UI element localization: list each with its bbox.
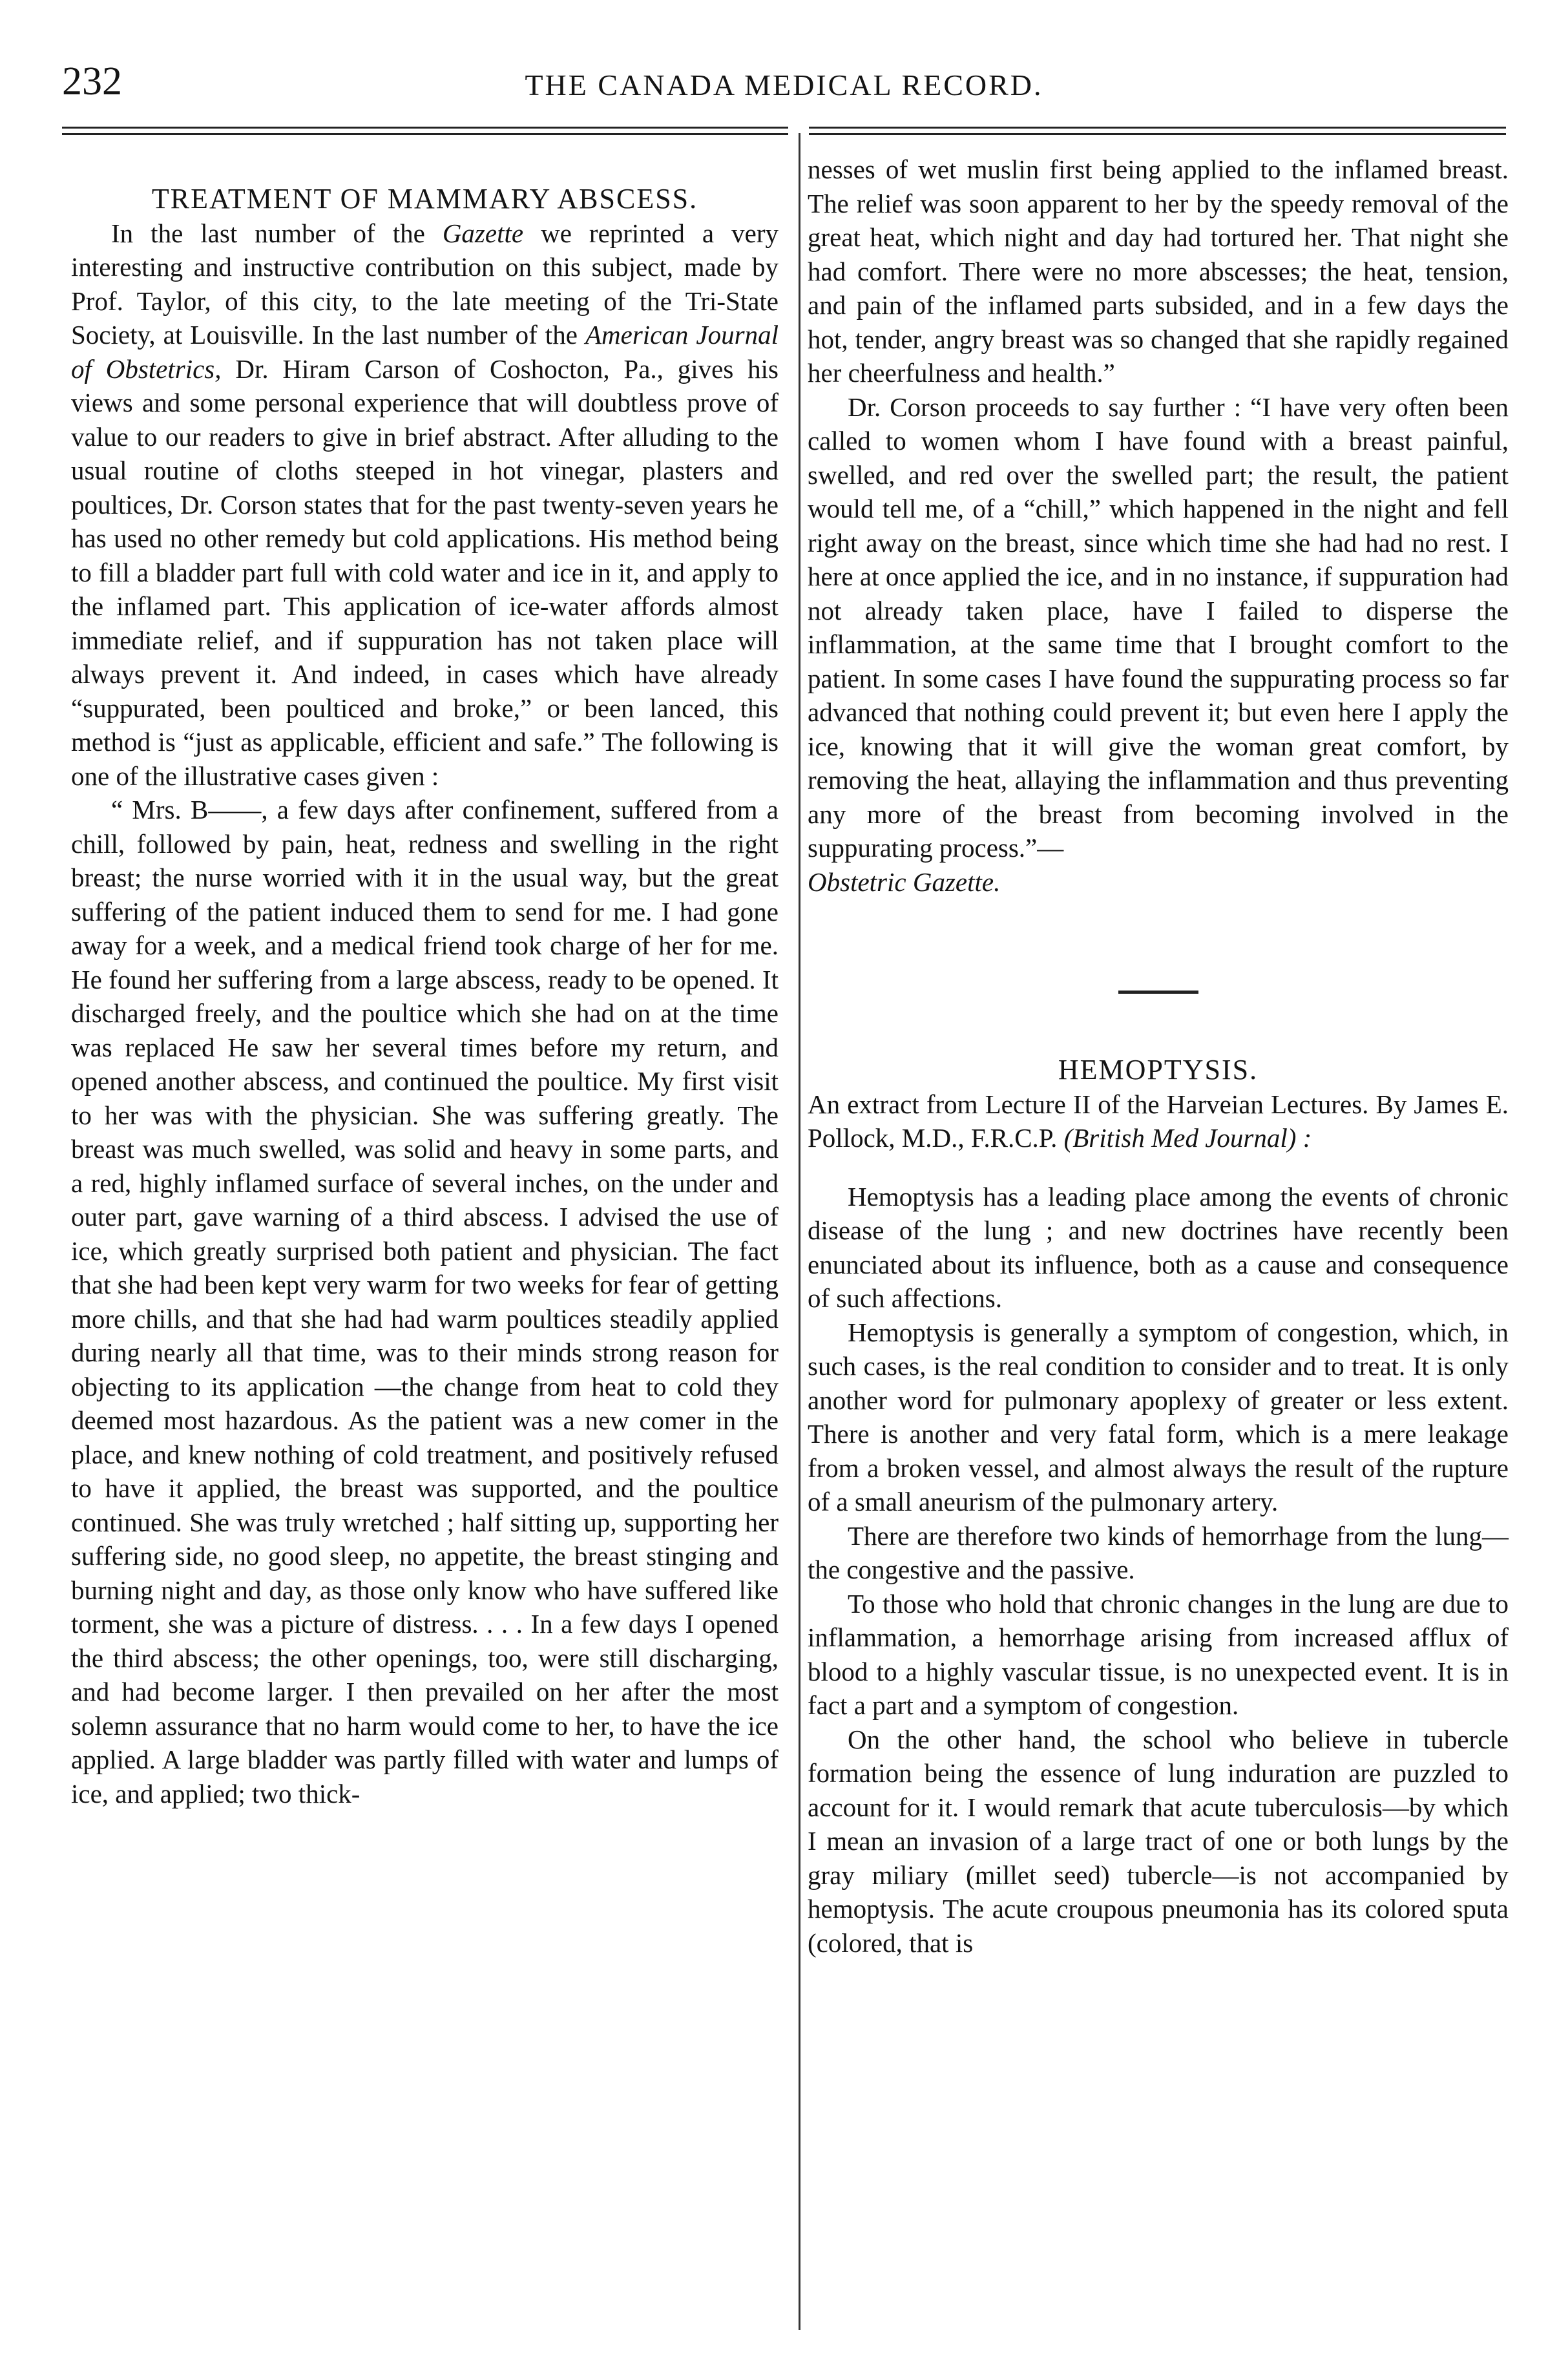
paragraph-case-quote: “ Mrs. B——, a few days after confinement, suffered from a chill, followed by pain, heat, redness and swelling in the right breast; the nurse worried with it in the usual way, but the great suffering of the patient induced them to send for me. I had gone away for a week, and a medical friend took charge of her for me. He found her suffering from a large abscess, ready to be opened. It discharged freely, and the poultice which she had on at the time was replaced He saw her several times before my return, and opened another abscess, and continued the poultice. My first visit to her was with the physician. She was suffering greatly. The breast was much swelled, was solid and heavy in some parts, and a red, highly inflamed surface of several inches, on the under and outer part, gave warning of a third abscess. I advised the use of ice, which greatly surprised both patient and physician. The fact that she had been kept very warm for two weeks for fear of getting more chills, and that she had had warm poultices steadily applied during nearly all that time, was to their minds strong reason for objecting to its application —the change from heat to cold they deemed most hazardous. As the patient was a new comer in the place, and knew nothing of cold treatment, and positively refused to have it applied, the breast was supported, and the poultice continued. She was truly wretched ; half sitting up, supporting her suffering side, no good sleep, no appetite, the breast stinging and burning night and day, as those only know who have suffered like torment, she was a picture of distress. . . . In a few days I opened the third abscess; the other openings, too, were still discharging, and had become larger. I then prevailed on her after the most solemn assurance that no harm would come to her, to have the ice applied. A large bladder was partly filled with water and lumps of ice, and applied; two thick- (71, 795, 779, 1809)
text-run: In the last number of the (111, 218, 443, 248)
journal-title-bmj: (British Med Journal) : (1063, 1123, 1312, 1153)
header-rule-left (62, 127, 788, 135)
page-number: 232 (62, 59, 122, 103)
paragraph-case-continued: nesses of wet muslin first being applied to the inflamed breast. The relief was soon apparent to her by the speedy removal of the great heat, which night and day had tortured her. That night she had comfort. There were no more abscesses; the heat, tension, and pain of the inflamed parts subsided, and in a few days the hot, tender, angry breast was so changed that she rapidly regained her cheerfulness and health.” (808, 154, 1509, 388)
paragraph-extract-intro (808, 1087, 1509, 1155)
right-column (808, 152, 1509, 1960)
paragraph-hemoptysis-3: There are therefore two kinds of hemorrhage from the lung—the congestive and the passive. (808, 1520, 1509, 1584)
article-heading-hemoptysis: HEMOPTYSIS. (1058, 1054, 1259, 1085)
paragraph-intro (71, 216, 779, 793)
running-title: THE CANADA MEDICAL RECORD. (525, 68, 1043, 101)
paragraph-hemoptysis-4: To those who hold that chronic changes in the lung are due to inflammation, a hemorrhage arising from increased afflux of blood to a highly vascular tissue, is no unexpected event. It is in fact a part and a symptom of congestion. (808, 1588, 1509, 1720)
journal-title-american-journal: American Journal of Obstetrics, (71, 320, 779, 384)
column-divider (799, 133, 800, 2330)
text-run: Dr. Corson proceeds to say further : “I have very often been called to women whom I have found with a breast painful, swelled, and red over the swelled part; the result, the patient would tell me, of a “chill,” which happened in the night and fell right away on the breast, since which time she had had no rest. I here at once applied the ice, and in no instance, if suppuration had not already taken place, have I failed to disperse the inflammation, at the same time that I brought comfort to the patient. In some cases I have found the suppurating process so far advanced that nothing could prevent it; but even here I apply the ice, knowing that it will give the woman great comfort, by removing the heat, allaying the inflammation and thus preventing any more of the breast from becoming involved in the suppurating process.”— (808, 392, 1509, 863)
text-run: we reprinted a very interesting and instructive contribution on this subject, made by Prof. Taylor, of this city, to the late meeting of the Tri-State Society, at Louisville. In the last number of the (71, 218, 779, 350)
source-citation: Obstetric Gazette. (808, 866, 1001, 897)
paragraph-hemoptysis-5: On the other hand, the school who believe in tubercle formation being the essence of lung induration are puzzled to account for it. I would remark that acute tuberculosis—by which I mean an invasion of a large tract of one or both lungs by the gray miliary (millet seed) tubercle—is not accompanied by hemoptysis. The acute croupous pneumonia has its colored sputa (colored, that is (808, 1724, 1509, 1958)
journal-title-gazette: Gazette (442, 218, 524, 248)
paragraph-corson-further (808, 390, 1509, 899)
text-run: An extract from Lecture II of the Harveian Lectures. By James E. Pollock, M.D., F.R.C.P. (808, 1089, 1509, 1153)
paragraph-hemoptysis-2: Hemoptysis is generally a symptom of congestion, which, in such cases, is the real condition to consider and to treat. It is only another word for pulmonary apoplexy of greater or less extent. There is another and very fatal form, which is a mere leakage from a broken vessel, and almost always the result of the rupture of a small aneurism of the pulmonary artery. (808, 1317, 1509, 1516)
header-rule-right (809, 127, 1506, 135)
page-header (62, 56, 1506, 107)
spacer (808, 1155, 1509, 1180)
article-heading-mammary-abscess: TREATMENT OF MAMMARY ABSCESS. (151, 183, 698, 215)
paragraph-hemoptysis-1: Hemoptysis has a leading place among the events of chronic disease of the lung ; and new doctrines have recently been enunciated about its influence, both as a cause and consequence of such affections. (808, 1181, 1509, 1313)
section-separator (1118, 991, 1198, 994)
text-run: Dr. Hiram Carson of Coshocton, Pa., gives his views and some personal experience that will doubtless prove of value to our readers to give in brief abstract. After alluding to the usual routine of cloths steeped in hot vinegar, plasters and poultices, Dr. Corson states that for the past twenty-seven years he has used no other remedy but cold applications. His method being to fill a bladder part full with cold water and ice in it, and apply to the inflamed part. This application of ice-water affords almost immediate relief, and if suppuration has not taken place will always prevent it. And indeed, in cases which have already “suppurated, been poulticed and broke,” or been lanced, this method is “just as applicable, efficient and safe.” The following is one of the illustrative cases given : (71, 353, 779, 791)
left-column (71, 152, 779, 1810)
